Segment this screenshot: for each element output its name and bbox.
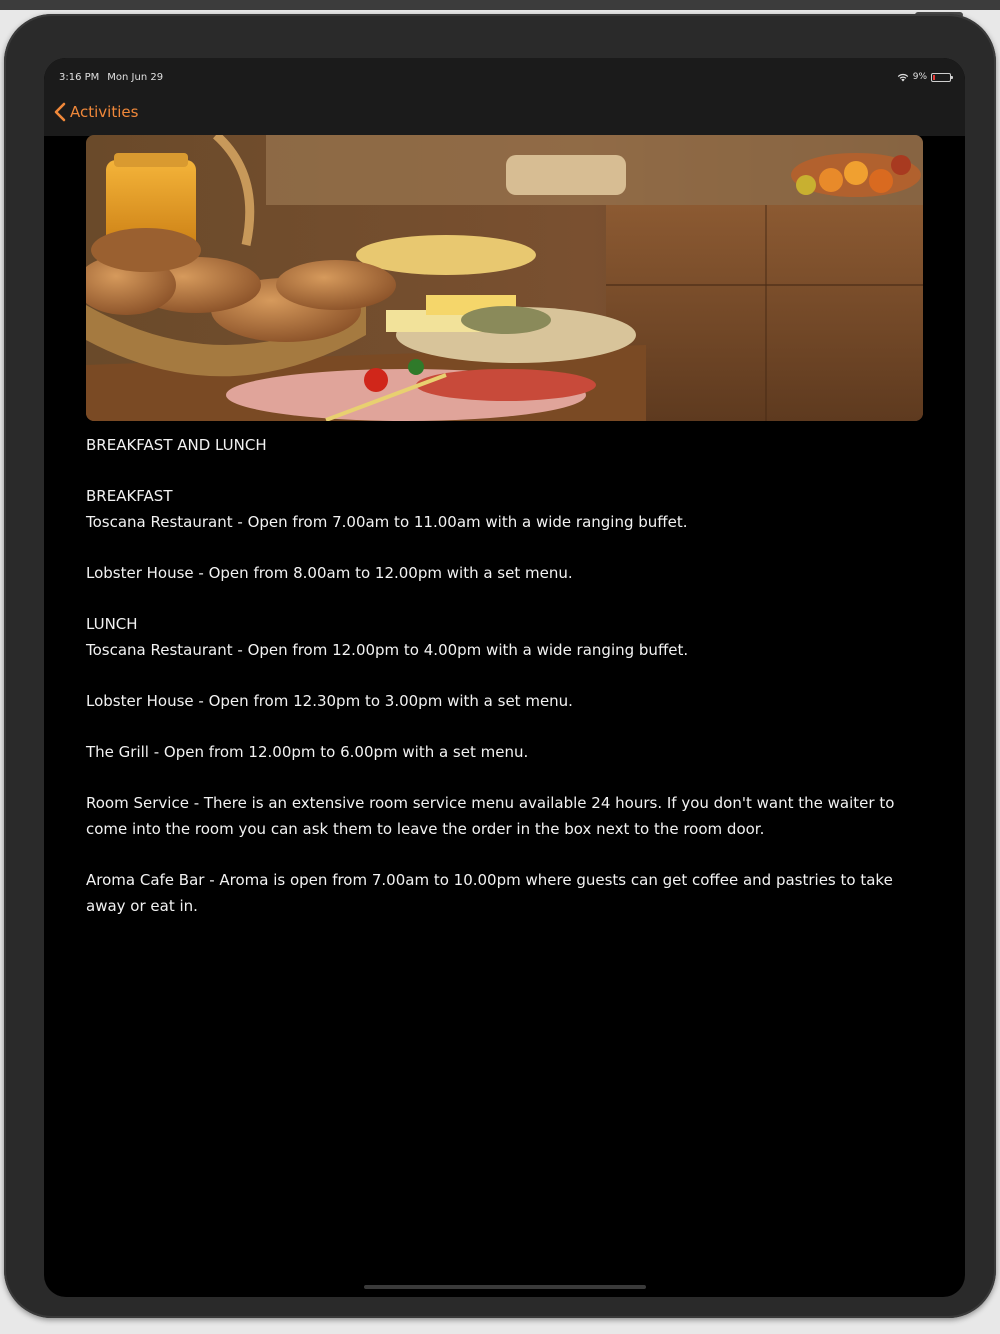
breakfast-item: Toscana Restaurant - Open from 7.00am to 11.00am with a wide ranging buffet. [86, 512, 688, 531]
lunch-item: The Grill - Open from 12.00pm to 6.00pm with a set menu. [86, 743, 529, 762]
room-service-text: Room Service - There is an extensive room service menu available 24 hours. If you don't want the waiter to come into the room you can ask them to leave the order in the box next to the room door. [86, 794, 895, 838]
window-top-strip [0, 0, 1000, 10]
wifi-icon [897, 73, 909, 82]
battery-icon [931, 73, 951, 82]
back-button-label: Activities [70, 103, 139, 121]
aroma-cafe-text: Aroma Cafe Bar - Aroma is open from 7.00am to 10.00pm where guests can get coffee and pastries to take away or eat in. [86, 871, 893, 915]
status-bar-left [59, 72, 163, 83]
hero-image [86, 135, 923, 421]
tablet-screen [44, 58, 965, 1297]
status-date: Mon Jun 29 [107, 72, 164, 83]
back-button[interactable] [54, 102, 138, 122]
chevron-left-icon [54, 102, 66, 122]
battery-level [933, 75, 935, 80]
status-bar-right [897, 72, 951, 82]
breakfast-heading: BREAKFAST [86, 487, 173, 506]
lunch-heading: LUNCH [86, 615, 138, 634]
breakfast-item: Lobster House - Open from 8.00am to 12.00pm with a set menu. [86, 563, 573, 582]
section-title: BREAKFAST AND LUNCH [86, 436, 267, 454]
battery-percent: 9% [912, 72, 927, 82]
home-indicator[interactable] [364, 1285, 646, 1289]
article-content [86, 433, 931, 919]
lunch-item: Toscana Restaurant - Open from 12.00pm to 4.00pm with a wide ranging buffet. [86, 640, 689, 659]
lunch-item: Lobster House - Open from 12.30pm to 3.00pm with a set menu. [86, 691, 573, 710]
navigation-header [44, 58, 965, 136]
status-time: 3:16 PM [59, 72, 100, 83]
tablet-frame [4, 14, 996, 1318]
